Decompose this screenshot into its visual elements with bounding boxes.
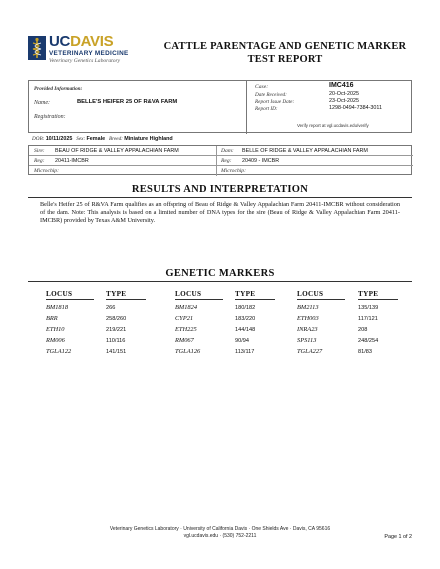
marker-locus: BRR	[46, 315, 58, 322]
parents-box	[28, 145, 412, 175]
page-number: Page 1 of 2	[384, 534, 412, 540]
date-received: 20-Oct-2025	[329, 91, 359, 97]
marker-locus: BM1818	[46, 304, 69, 311]
type-header-underline	[235, 299, 275, 300]
locus-header: LOCUS	[297, 290, 324, 298]
marker-locus: CYP21	[175, 315, 194, 322]
marker-type: 90/94	[235, 337, 249, 344]
dam-name: BELLE OF RIDGE & VALLEY APPALACHIAN FARM	[242, 148, 368, 154]
marker-locus: RM006	[46, 337, 65, 344]
ucdavis-logo	[28, 33, 148, 66]
name-label: Name:	[34, 100, 50, 106]
marker-locus: TGLA227	[297, 348, 323, 355]
marker-locus: INRA23	[297, 326, 318, 333]
type-header-underline	[358, 299, 398, 300]
provided-heading: Provided Information:	[34, 86, 83, 92]
type-header: TYPE	[106, 290, 127, 298]
marker-locus: SPS113	[297, 337, 317, 344]
marker-type: 135/139	[358, 304, 379, 311]
footer-contact: vgl.ucdavis.edu · (530) 752-2211	[183, 533, 257, 539]
parents-row-reg: Reg: 20411-IMCBR Reg: 20409 - IMCBR	[29, 156, 413, 166]
footer-address: Veterinary Genetics Laboratory · University of California Davis · One Shields Ave · Davis, CA 95616	[109, 526, 331, 532]
type-header: TYPE	[235, 290, 256, 298]
marker-type: 81/83	[358, 348, 372, 355]
marker-type: 208	[358, 326, 368, 333]
parents-row-microchip: Microchip: Microchip:	[34, 168, 246, 174]
provided-information-panel	[29, 81, 247, 134]
report-id: 1298-0494-7384-3011	[329, 105, 382, 111]
marker-type: 110/116	[106, 337, 126, 344]
animal-name: BELLE'S HEIFER 25 OF R&VA FARM	[77, 99, 178, 105]
case-number: IMC416	[329, 82, 354, 89]
results-text: Belle's Heifer 25 of R&VA Farm qualifies as an offspring of Beau of Ridge & Valley Appalachian Farm 20411-IMCBR without consideration of the dam. Note: This analysis is based on a limited number of DNA types for the sire (Beau of Ridge & Valley Appalachian Farm 20411-IMCBR) provided by Texas A&M University.	[40, 201, 400, 224]
results-title: RESULTS AND INTERPRETATION	[131, 184, 309, 195]
report-id-label: Report ID:	[255, 106, 278, 112]
dam-registration: 20409 - IMCBR	[242, 158, 280, 164]
type-header: TYPE	[358, 290, 379, 298]
animal-details-line: DOB: 10/11/2025 Sex: Female Breed: Miniature Highland	[32, 136, 173, 142]
markers-rule	[28, 281, 412, 282]
marker-locus: BM2113	[297, 304, 319, 311]
results-rule	[28, 197, 412, 198]
breed: Miniature Highland	[124, 136, 173, 142]
locus-header: LOCUS	[175, 290, 202, 298]
type-header-underline	[106, 299, 146, 300]
sire-registration: 20411-IMCBR	[55, 158, 89, 164]
marker-type: 258/260	[106, 315, 127, 322]
parents-divider	[216, 146, 217, 176]
marker-type: 248/254	[358, 337, 379, 344]
marker-type: 117/121	[358, 315, 378, 322]
registration-label: Registration:	[34, 114, 66, 120]
logo-lab-name: Veterinary Genetics Laboratory	[49, 58, 121, 64]
logo-wordmark: UCDAVIS	[49, 33, 114, 50]
provided-information-box	[28, 80, 412, 133]
sex: Female	[86, 136, 106, 142]
sire-name: BEAU OF RIDGE & VALLEY APPALACHIAN FARM	[55, 148, 179, 154]
locus-header-underline	[297, 299, 345, 300]
marker-locus: ETH10	[46, 326, 65, 333]
marker-locus: TGLA122	[46, 348, 72, 355]
marker-locus: RM067	[175, 337, 194, 344]
dob: 10/11/2025	[45, 136, 73, 142]
marker-type: 266	[106, 304, 116, 311]
date-received-label: Date Received:	[255, 92, 287, 98]
locus-header: LOCUS	[46, 290, 73, 298]
marker-locus: TGLA126	[175, 348, 201, 355]
marker-locus: BM1824	[175, 304, 198, 311]
verify-link[interactable]: Verify report at vgl.ucdavis.edu/verify	[297, 123, 369, 128]
marker-locus: ETH003	[297, 315, 319, 322]
marker-type: 141/151	[106, 348, 127, 355]
footer	[0, 526, 440, 540]
marker-type: 113/117	[235, 348, 255, 355]
report-title: CATTLE PARENTAGE AND GENETIC MARKER TEST REPORT	[163, 41, 407, 65]
markers-title: GENETIC MARKERS	[165, 268, 275, 279]
marker-type: 144/148	[235, 326, 256, 333]
parents-row-name: Sire: BEAU OF RIDGE & VALLEY APPALACHIAN FARM Dam: BELLE OF RIDGE & VALLEY APPALACHIAN FARM	[29, 146, 413, 156]
marker-type: 219/221	[106, 326, 127, 333]
case-label: Case:	[255, 84, 269, 90]
report-issue-date: 23-Oct-2025	[329, 98, 359, 104]
caduceus-seal-icon	[28, 36, 46, 62]
locus-header-underline	[46, 299, 94, 300]
marker-type: 180/182	[235, 304, 256, 311]
locus-header-underline	[175, 299, 223, 300]
report-issue-label: Report Issue Date:	[255, 99, 295, 105]
logo-vet-med: VETERINARY MEDICINE	[49, 50, 129, 57]
marker-locus: ETH225	[175, 326, 197, 333]
marker-type: 183/220	[235, 315, 256, 322]
